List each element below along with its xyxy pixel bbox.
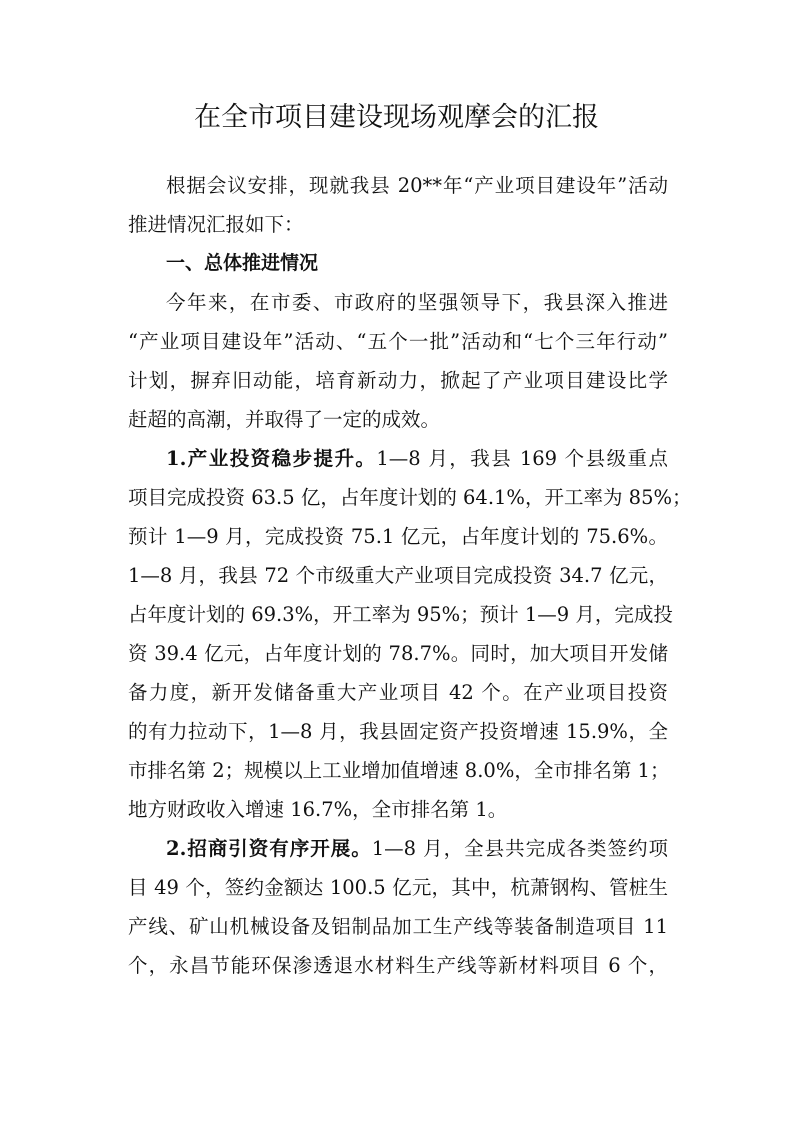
intro-line: 推进情况汇报如下： [128,213,304,236]
paragraph-line: 1—8 月，我县 72 个市级重大产业项目完成投资 34.7 亿元， [128,564,668,587]
paragraph-line: 市排名第 2；规模以上工业增加值增速 8.0%，全市排名第 1； [128,759,670,782]
document-title: 在全市项目建设现场观摩会的汇报 [194,102,599,133]
paragraph-line: 资 39.4 亿元，占年度计划的 78.7%。同时，加大项目开发储 [128,642,668,665]
paragraph-line: 占年度计划的 69.3%，开工率为 95%；预计 1—9 月，完成投 [128,603,673,626]
paragraph-line: 今年来，在市委、市政府的坚强领导下，我县深入推进 [166,291,668,314]
paragraph-line: 个，永昌节能环保渗透退水材料生产线等新材料项目 6 个， [128,954,668,977]
intro-line: 根据会议安排，现就我县 20**年“产业项目建设年”活动 [166,174,668,197]
paragraph-line: 目 49 个，签约金额达 100.5 亿元，其中，杭萧钢构、管桩生 [128,876,668,899]
section-heading: 一、总体推进情况 [166,252,319,274]
paragraph-line: 计划，摒弃旧动能，培育新动力，掀起了产业项目建设比学 [128,369,668,392]
paragraph-line [128,439,668,478]
paragraph-text: 1—8 月，我县 169 个县级重点 [376,447,668,470]
paragraph-line: 赶超的高潮，并取得了一定的成效。 [128,408,441,431]
item-heading: 1.产业投资稳步提升。 [166,447,377,470]
paragraph-line: “产业项目建设年”活动、“五个一批”活动和“七个三年行动” [128,330,668,353]
paragraph-line: 项目完成投资 63.5 亿，占年度计划的 64.1%，开工率为 85%； [128,486,692,509]
paragraph-line: 产线、矿山机械设备及铝制品加工生产线等装备制造项目 11 [128,915,668,938]
paragraph-line: 的有力拉动下，1—8 月，我县固定资产投资增速 15.9%，全 [128,720,668,743]
paragraph-line: 地方财政收入增速 16.7%，全市排名第 1。 [128,798,508,821]
paragraph-line: 备力度，新开发储备重大产业项目 42 个。在产业项目投资 [128,681,668,704]
item-heading: 2.招商引资有序开展。 [166,837,372,860]
document-body [128,166,692,985]
paragraph-text: 1—8 月，全县共完成各类签约项 [371,837,668,860]
paragraph-line [128,829,668,868]
paragraph-line: 预计 1—9 月，完成投资 75.1 亿元，占年度计划的 75.6%。 [128,525,668,548]
